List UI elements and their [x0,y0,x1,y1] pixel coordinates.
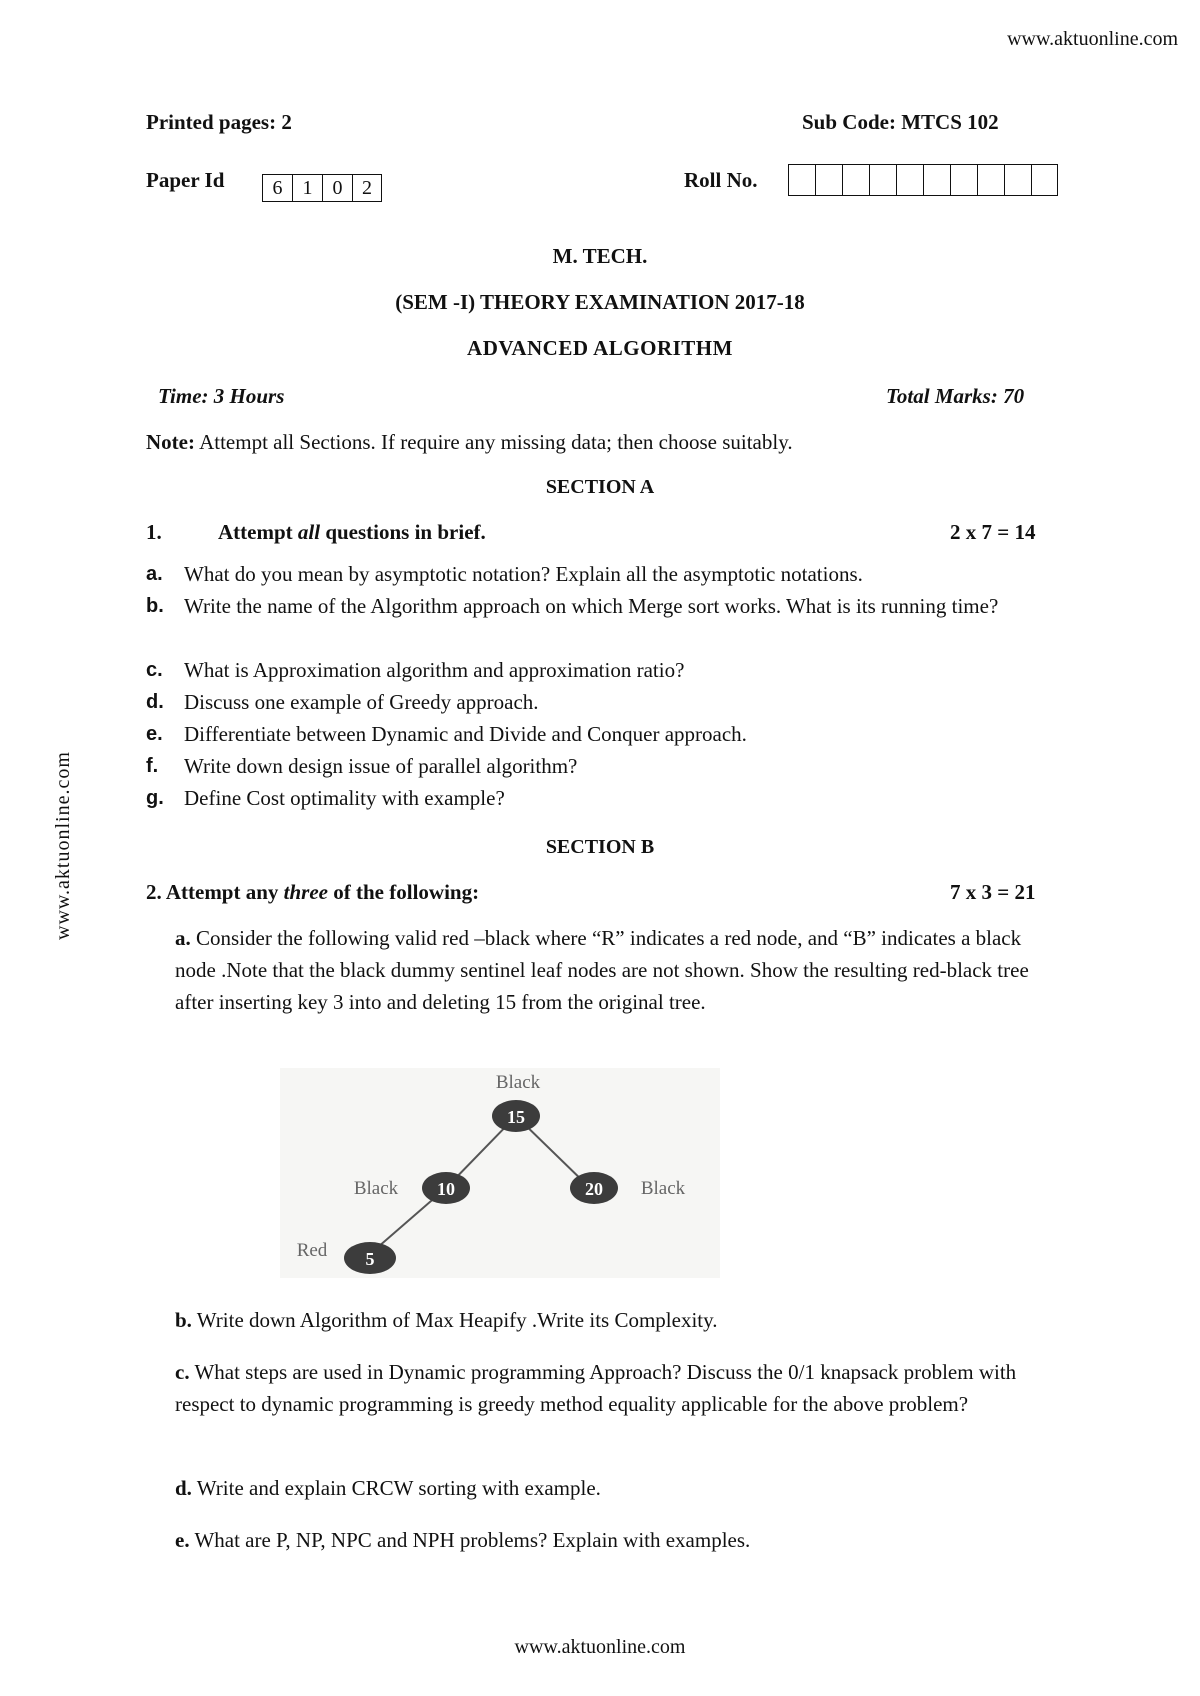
section-b-instruction [146,880,479,905]
question-label: c. [146,659,163,681]
exam-title: (SEM -I) THEORY EXAMINATION 2017-18 [395,290,805,314]
question-item [146,750,1076,782]
exam-time: Time: 3 Hours [158,384,285,408]
question-text: Discuss one example of Greedy approach. [184,690,539,714]
note-label: Note: [146,430,195,454]
paper-id-digit: 6 [262,174,292,202]
question-item [175,922,1055,1018]
question-item [175,1304,1055,1336]
question-label: b. [146,595,164,617]
roll-no-cell [896,164,923,196]
roll-no-cell [1004,164,1031,196]
question-label: a. [146,563,163,585]
paper-id-boxes [262,174,382,202]
question-label: c. [175,1360,190,1384]
instruction-emphasis: three [283,880,328,904]
roll-no-cell [923,164,950,196]
question-item [175,1472,1055,1504]
instruction-text: of the following: [328,880,480,904]
instruction-text: questions in brief. [320,520,486,544]
paper-id-digit: 2 [352,174,382,202]
course-title: M. TECH. [552,244,648,268]
question-text: What do you mean by asymptotic notation? Explain all the asymptotic notations. [184,562,863,586]
question-text: Write the name of the Algorithm approach on which Merge sort works. What is its running time? [184,594,999,618]
tree-node-key: 10 [437,1179,455,1199]
question-text: Write down Algorithm of Max Heapify .Write its Complexity. [191,1308,718,1332]
header-url: www.aktuonline.com [1007,28,1178,50]
footer-url: www.aktuonline.com [514,1636,686,1658]
instruction-emphasis: all [297,520,321,544]
roll-no-cell [788,164,815,196]
tree-node-color-label: Black [353,1178,399,1199]
question-text: What is Approximation algorithm and approximation ratio? [184,658,685,682]
question-label: e. [146,723,163,745]
tree-node-key: 20 [585,1179,603,1199]
question-item [146,558,1076,590]
paper-id-digit: 1 [292,174,322,202]
side-url: www.aktuonline.com [52,751,74,940]
roll-no-cell [869,164,896,196]
question-label: b. [175,1308,192,1332]
sub-code: Sub Code: MTCS 102 [802,110,999,134]
section-a-instruction [218,520,486,545]
question-text: Write down design issue of parallel algorithm? [184,754,578,778]
instruction-text: 2. Attempt any [146,880,284,904]
figure-background [280,1068,720,1278]
section-a-title: SECTION A [545,476,655,498]
question-label: g. [146,787,164,809]
question-label: e. [175,1528,190,1552]
note-text: Attempt all Sections. If require any missing data; then choose suitably. [194,430,793,454]
roll-no-cell [950,164,977,196]
question-item [146,654,1076,686]
question-label: d. [175,1476,192,1500]
roll-no-label: Roll No. [684,168,758,192]
section-b-title: SECTION B [545,836,655,858]
note [146,430,793,455]
question-text: Define Cost optimality with example? [184,786,505,810]
total-marks: Total Marks: 70 [886,384,1025,408]
subject-title: ADVANCED ALGORITHM [467,336,733,360]
tree-node-key: 5 [365,1249,375,1269]
tree-node-color-label: Black [640,1178,686,1199]
question-item [175,1356,1055,1420]
roll-no-boxes [788,164,1058,196]
question-item [146,686,1076,718]
red-black-tree-figure [280,1068,720,1278]
question-label: f. [146,755,159,777]
question-text: Differentiate between Dynamic and Divide and Conquer approach. [184,722,747,746]
question-label: d. [146,691,164,713]
printed-pages: Printed pages: 2 [146,110,292,134]
question-item [175,1524,1055,1556]
question-text: What steps are used in Dynamic programming Approach? Discuss the 0/1 knapsack problem with respect to dynamic programming is greedy method equality applicable for the above problem? [175,1360,1017,1416]
paper-id-label: Paper Id [146,168,225,192]
question-text: Write and explain CRCW sorting with example. [191,1476,601,1500]
paper-id-digit: 0 [322,174,352,202]
section-b-marks: 7 x 3 = 21 [950,880,1036,904]
question-item [146,590,1076,622]
question-text: Consider the following valid red –black where “R” indicates a red node, and “B” indicates a black node .Note that the black dummy sentinel leaf nodes are not shown. Show the resulting red-black tree after inserting key 3 into and deleting 15 from the original tree. [175,926,1029,1014]
question-text: What are P, NP, NPC and NPH problems? Explain with examples. [189,1528,751,1552]
section-a-question-number: 1. [146,520,162,544]
instruction-text: Attempt [218,520,298,544]
question-item [146,782,1076,814]
question-item [146,718,1076,750]
roll-no-cell [842,164,869,196]
question-label: a. [175,926,191,950]
roll-no-cell [977,164,1004,196]
tree-node-color-label: Black [495,1072,541,1093]
tree-node-key: 15 [507,1107,525,1127]
roll-no-cell [815,164,842,196]
section-a-marks: 2 x 7 = 14 [950,520,1036,544]
tree-node-color-label: Red [296,1240,328,1261]
roll-no-cell [1031,164,1058,196]
